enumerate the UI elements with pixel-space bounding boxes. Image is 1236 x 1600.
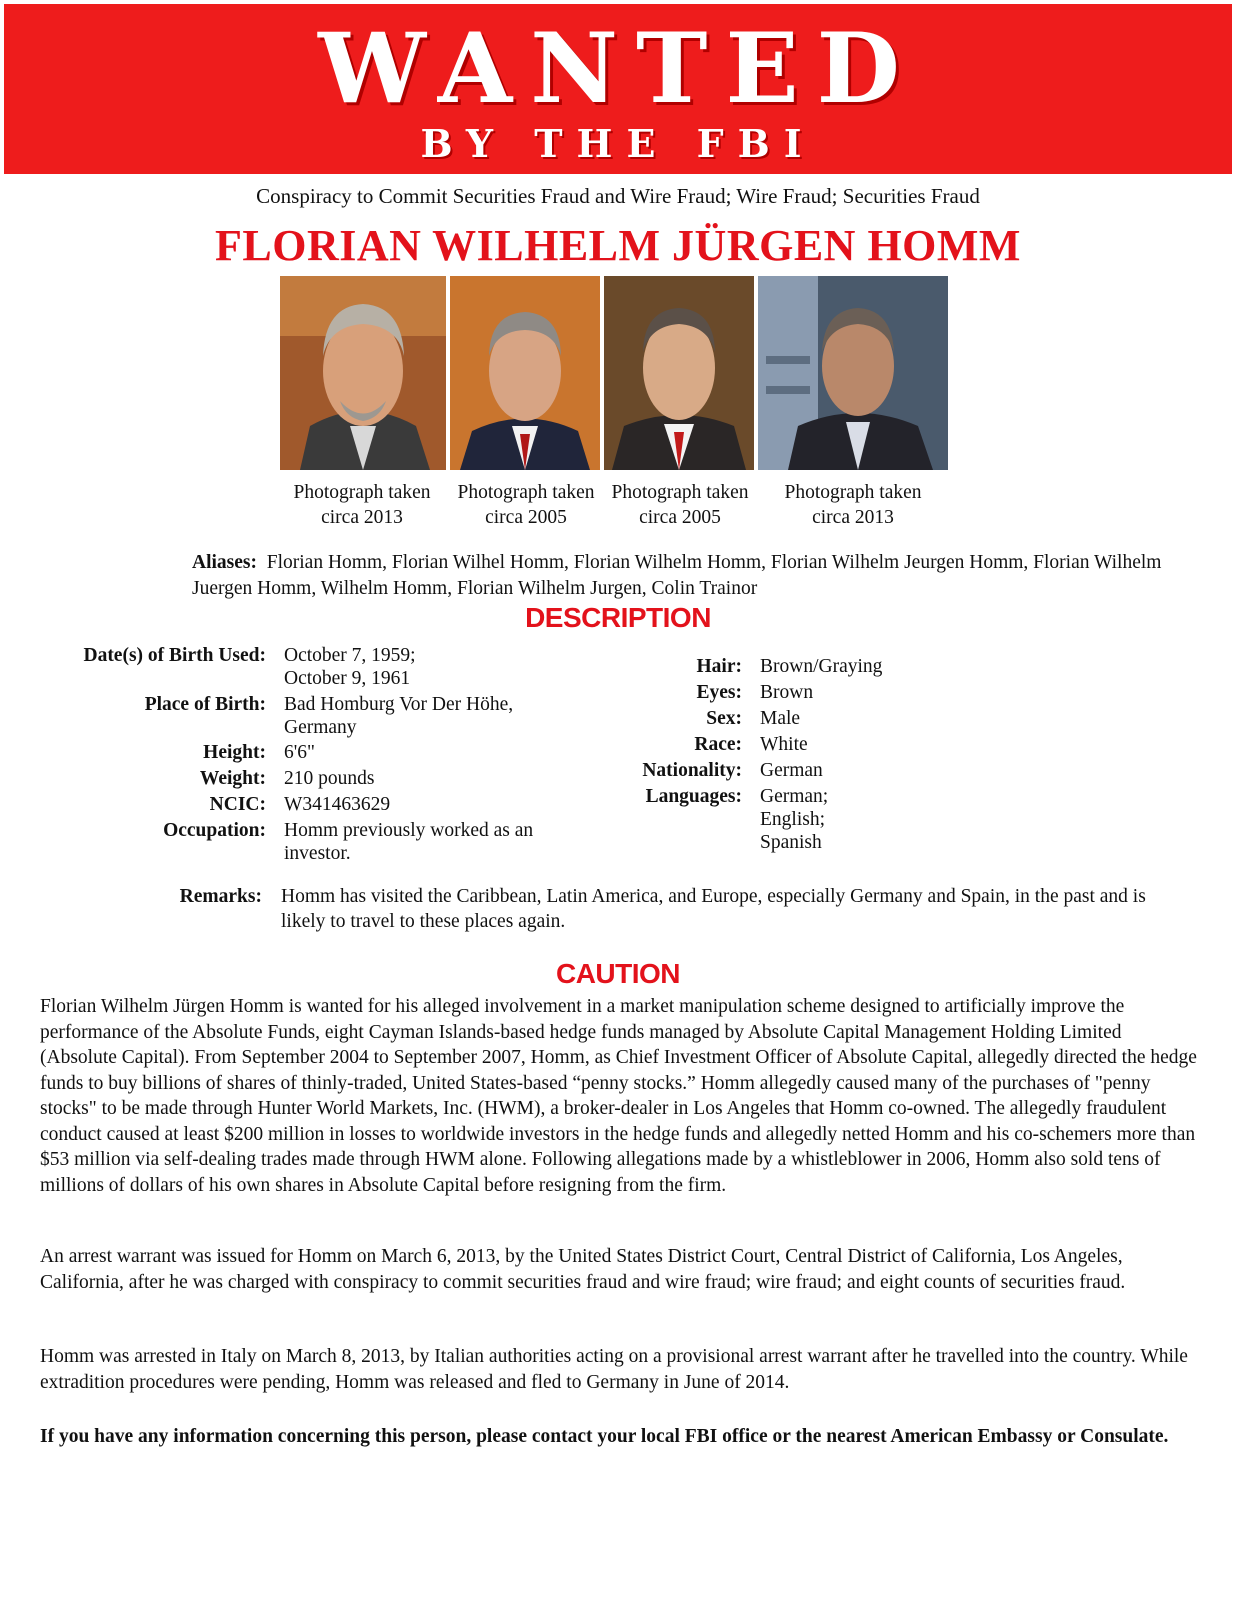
photo-caption-4: Photograph taken circa 2013 (784, 482, 922, 528)
languages-value-2: English; (760, 809, 826, 830)
dob-value-1: October 7, 1959; (284, 645, 416, 666)
caution-paragraph-3: Homm was arrested in Italy on March 8, 2013, by Italian authorities acting on a provisional arrest warrant after he travelled into the country. While extradition procedures were pending, Homm was released and fled to Germany in June of 2014. (40, 1346, 1188, 1393)
languages-value-1: German; (760, 786, 829, 807)
eyes-label: Eyes: (696, 682, 742, 703)
occupation-value-2: investor. (284, 843, 351, 864)
charges-line: Conspiracy to Commit Securities Fraud and Wire Fraud; Wire Fraud; Securities Fraud (256, 184, 980, 208)
place-of-birth-value-1: Bad Homburg Vor Der Höhe, (284, 694, 514, 715)
height-label: Height: (203, 742, 266, 763)
wanted-heading: WANTED (318, 12, 918, 125)
sex-value: Male (760, 708, 801, 729)
ncic-value: W341463629 (284, 794, 391, 815)
eyes-value: Brown (760, 682, 814, 703)
languages-value-3: Spanish (760, 832, 822, 853)
weight-value: 210 pounds (284, 768, 375, 789)
dob-value-2: October 9, 1961 (284, 668, 411, 689)
aliases-block (192, 550, 1202, 602)
by-the-fbi-heading: BY THE FBI (420, 121, 816, 166)
nationality-value: German (760, 760, 823, 781)
weight-label: Weight: (199, 768, 266, 789)
subject-name: FLORIAN WILHELM JÜRGEN HOMM (215, 221, 1021, 270)
place-of-birth-label: Place of Birth: (144, 694, 266, 715)
contact-statement: If you have any information concerning this person, please contact your local FBI office or the nearest American Embassy or Consulate. (40, 1426, 1169, 1447)
occupation-label: Occupation: (163, 820, 266, 841)
aliases-text: Florian Homm, Florian Wilhel Homm, Florian Wilhelm Homm, Florian Wilhelm Jeurgen Homm, Florian Wilhelm Juergen Homm, Wilhelm Homm, Florian Wilhelm Jurgen, Colin Trainor (192, 552, 1162, 599)
dob-label: Date(s) of Birth Used: (83, 645, 266, 666)
subject-photo-3 (604, 276, 754, 470)
sex-label: Sex: (706, 708, 742, 729)
photo-strip (0, 276, 1236, 470)
place-of-birth-value-2: Germany (284, 717, 357, 738)
subject-photo-1 (280, 276, 446, 470)
wanted-banner (4, 4, 1232, 174)
remarks-text: Homm has visited the Caribbean, Latin America, and Europe, especially Germany and Spain, in the past and is likely to travel to these places again. (281, 886, 1146, 932)
subject-photo-2 (450, 276, 600, 470)
photo-caption-2: Photograph taken circa 2005 (457, 482, 595, 528)
caution-heading: CAUTION (555, 958, 681, 989)
languages-label: Languages: (645, 786, 742, 807)
hair-label: Hair: (696, 656, 742, 677)
photo-caption-3: Photograph taken circa 2005 (611, 482, 749, 528)
race-value: White (760, 734, 808, 755)
caution-paragraph-2: An arrest warrant was issued for Homm on March 6, 2013, by the United States District Court, Central District of California, Los Angeles, California, after he was charged with conspiracy to commit securities fraud and wire fraud; wire fraud; and eight counts of securities fraud. (40, 1246, 1126, 1293)
height-value: 6'6" (284, 742, 315, 763)
occupation-value-1: Homm previously worked as an (284, 820, 534, 841)
nationality-label: Nationality: (642, 760, 742, 781)
photo-caption-1: Photograph taken circa 2013 (293, 482, 431, 528)
hair-value: Brown/Graying (760, 656, 883, 677)
aliases-label: Aliases: (192, 552, 257, 573)
caution-paragraph-1: Florian Wilhelm Jürgen Homm is wanted for his alleged involvement in a market manipulation scheme designed to artificially improve the performance of the Absolute Funds, eight Cayman Islands-based hedge funds managed by Absolute Capital Management Holding Limited (Absolute Capital). From September 2004 to September 2007, Homm, as Chief Investment Officer of Absolute Capital, allegedly directed the hedge funds to buy billions of shares of thinly-traded, United States-based “penny stocks.” Homm allegedly caused many of the purchases of "penny stocks" to be made through Hunter World Markets, Inc. (HWM), a broker-dealer in Los Angeles that Homm co-owned. The allegedly fraudulent conduct caused at least $200 million in losses to worldwide investors in the hedge funds and allegedly netted Homm and his co-schemers more than $53 million via self-dealing trades made through HWM alone. Following allegations made by a whistleblower in 2006, Homm also sold tens of millions of dollars of his own shares in Absolute Capital before resigning from the firm. (40, 996, 1197, 1196)
subject-photo-4 (758, 276, 948, 470)
ncic-label: NCIC: (209, 794, 266, 815)
description-heading: DESCRIPTION (525, 602, 711, 633)
remarks-label: Remarks: (179, 886, 262, 907)
race-label: Race: (694, 734, 742, 755)
